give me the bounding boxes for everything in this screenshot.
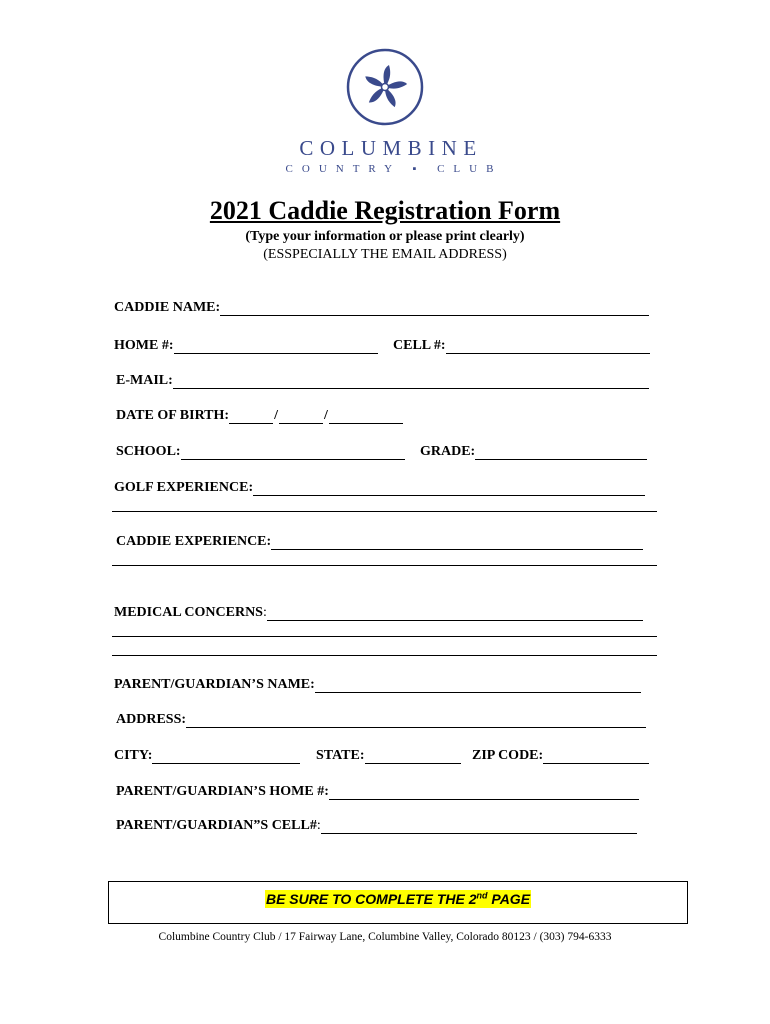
notice-box xyxy=(108,881,688,924)
guardian-cell-label: PARENT/GUARDIAN”S CELL# xyxy=(116,818,317,833)
dob-separator: / xyxy=(323,408,328,423)
dob-row xyxy=(116,406,403,424)
state-label: STATE: xyxy=(316,748,365,763)
home-phone-field[interactable] xyxy=(174,339,378,354)
dob-year-field[interactable] xyxy=(329,409,403,424)
email-label: E-MAIL: xyxy=(116,373,173,388)
dob-month-field[interactable] xyxy=(229,409,273,424)
state-row xyxy=(316,746,461,764)
zip-field[interactable] xyxy=(543,749,649,764)
cell-phone-label: CELL #: xyxy=(393,338,446,353)
form-instruction: (Type your information or please print clearly) xyxy=(245,229,525,244)
guardian-cell-row xyxy=(116,816,637,834)
school-row xyxy=(116,442,405,460)
form-title: 2021 Caddie Registration Form xyxy=(209,196,561,225)
golf-experience-label: GOLF EXPERIENCE: xyxy=(114,480,254,495)
home-phone-label: HOME #: xyxy=(114,338,174,353)
grade-label: GRADE: xyxy=(420,444,476,459)
brand-subtitle: COUNTRY ▪ CLUB xyxy=(285,163,503,175)
school-field[interactable] xyxy=(181,445,405,460)
caddie-experience-label: CADDIE EXPERIENCE: xyxy=(116,534,272,549)
caddie-name-field[interactable] xyxy=(220,301,649,316)
pinwheel-flower-icon xyxy=(346,48,424,126)
email-row xyxy=(116,371,649,389)
city-row xyxy=(114,746,300,764)
address-label: ADDRESS: xyxy=(116,712,187,727)
zip-row xyxy=(472,746,649,764)
medical-concerns-extra-line-1[interactable] xyxy=(112,636,657,637)
medical-concerns-colon: : xyxy=(262,605,267,620)
caddie-name-label: CADDIE NAME: xyxy=(114,300,221,315)
email-field[interactable] xyxy=(173,374,649,389)
form-instruction-emphasis: (ESSPECIALLY THE EMAIL ADDRESS) xyxy=(263,247,507,262)
cell-phone-field[interactable] xyxy=(446,339,650,354)
guardian-cell-field[interactable] xyxy=(321,819,637,834)
brand-name: COLUMBINE xyxy=(299,136,483,160)
medical-concerns-row xyxy=(114,603,643,621)
home-phone-row xyxy=(114,336,378,354)
dob-day-field[interactable] xyxy=(279,409,323,424)
medical-concerns-field[interactable] xyxy=(267,606,643,621)
caddie-experience-row xyxy=(116,532,643,550)
guardian-name-label: PARENT/GUARDIAN’S NAME: xyxy=(114,677,315,692)
medical-concerns-label: MEDICAL CONCERNS xyxy=(114,605,263,620)
zip-label: ZIP CODE: xyxy=(472,748,544,763)
city-label: CITY: xyxy=(114,748,153,763)
guardian-home-field[interactable] xyxy=(329,785,639,800)
dob-label: DATE OF BIRTH: xyxy=(116,408,230,423)
footer-address: Columbine Country Club / 17 Fairway Lane, Columbine Valley, Colorado 80123 / (303) 794-6333 xyxy=(158,931,612,943)
grade-row xyxy=(420,442,647,460)
dob-separator: / xyxy=(274,408,278,423)
address-row xyxy=(116,710,646,728)
guardian-name-row xyxy=(114,675,641,693)
golf-experience-row xyxy=(114,478,645,496)
notice-superscript: nd xyxy=(476,890,488,900)
city-field[interactable] xyxy=(152,749,300,764)
guardian-home-row xyxy=(116,782,639,800)
notice-text xyxy=(109,890,687,907)
school-label: SCHOOL: xyxy=(116,444,181,459)
notice-end: PAGE xyxy=(487,890,531,907)
golf-experience-field[interactable] xyxy=(253,481,645,496)
caddie-experience-field[interactable] xyxy=(271,535,643,550)
caddie-experience-extra-line[interactable] xyxy=(112,565,657,566)
medical-concerns-extra-line-2[interactable] xyxy=(112,655,657,656)
notice-main: BE SURE TO COMPLETE THE 2 xyxy=(265,890,477,907)
golf-experience-extra-line[interactable] xyxy=(112,511,657,512)
grade-field[interactable] xyxy=(475,445,647,460)
guardian-name-field[interactable] xyxy=(315,678,641,693)
guardian-cell-colon: : xyxy=(316,818,321,833)
state-field[interactable] xyxy=(365,749,461,764)
cell-phone-row xyxy=(393,336,650,354)
address-field[interactable] xyxy=(186,713,646,728)
guardian-home-label: PARENT/GUARDIAN’S HOME #: xyxy=(116,784,329,799)
caddie-name-row xyxy=(114,298,649,316)
